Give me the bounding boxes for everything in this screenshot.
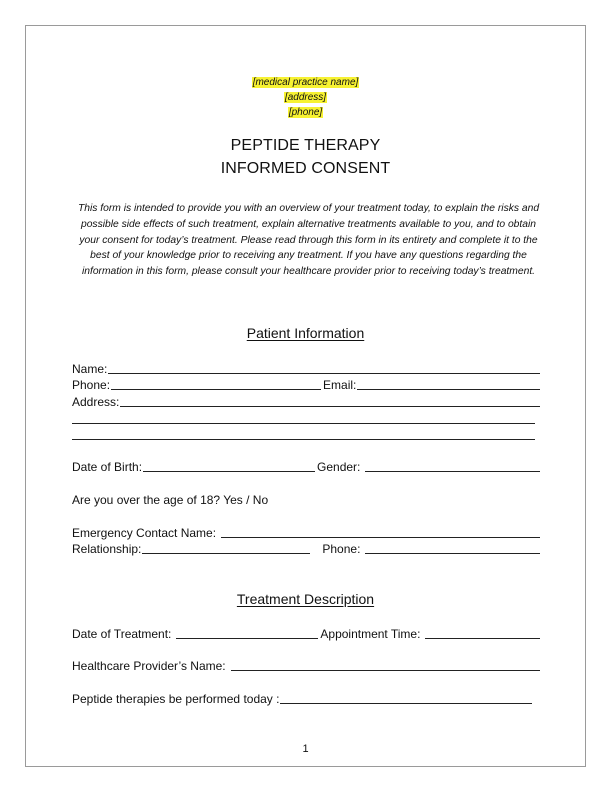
provider-field[interactable] [231,659,540,671]
provider-row [72,657,542,673]
address-line-3[interactable] [72,439,535,440]
name-row [72,360,542,376]
address-line-2[interactable] [72,423,535,424]
emergency-contact-label: Emergency Contact Name: [72,526,217,540]
dob-gender-row [72,458,542,474]
patient-info-heading: Patient Information [246,325,365,341]
emergency-phone-label: Phone: [322,542,361,556]
address-field[interactable] [120,395,540,407]
emergency-contact-field[interactable] [221,526,540,538]
gender-label: Gender: [317,460,361,474]
dob-label: Date of Birth: [72,460,143,474]
name-field[interactable] [108,362,540,374]
peptide-field[interactable] [280,692,532,704]
appointment-time-field[interactable] [425,627,540,639]
age-question[interactable]: Are you over the age of 18? Yes / No [72,493,269,507]
page-number: 1 [302,743,309,755]
age-question-row [72,491,542,507]
treatment-date-label: Date of Treatment: [72,627,172,641]
email-field[interactable] [357,378,540,390]
treatment-date-row [72,625,542,641]
phone-field[interactable] [111,378,321,390]
title-line-1: PEPTIDE THERAPY [230,137,381,154]
intro-paragraph: This form is intended to provide you with an overview of your treatment today, to explain the risks and possible side effects of such treatment, explain alternative treatments available to you, and to obtain your consent for today’s treatment. Please read through this form in its entirety and complete it to the best of your knowledge prior to receiving any treatment. If you have any questions regarding the information in this form, please consult your healthcare provider prior to receiving today’s treatment. [77,203,540,278]
address-placeholder: [address] [284,92,327,103]
phone-line [26,102,585,120]
relationship-field[interactable] [142,542,310,554]
phone-label: Phone: [72,378,111,392]
peptide-row [72,690,542,706]
relationship-label: Relationship: [72,542,142,556]
relationship-row [72,540,542,556]
emergency-contact-row [72,524,542,540]
practice-name-placeholder: [medical practice name] [252,77,359,88]
gender-field[interactable] [365,460,540,472]
treatment-date-field[interactable] [176,627,318,639]
email-label: Email: [323,378,357,392]
appointment-time-label: Appointment Time: [320,627,421,641]
emergency-phone-field[interactable] [365,542,540,554]
name-label: Name: [72,362,108,376]
peptide-label: Peptide therapies be performed today : [72,692,280,706]
phone-placeholder: [phone] [288,107,323,118]
address-row [72,393,542,409]
address-label: Address: [72,395,120,409]
phone-email-row [72,376,542,392]
title-line-2: INFORMED CONSENT [220,160,391,177]
treatment-heading: Treatment Description [236,591,375,607]
document-page [25,25,586,767]
provider-label: Healthcare Provider’s Name: [72,659,226,673]
dob-field[interactable] [143,460,315,472]
